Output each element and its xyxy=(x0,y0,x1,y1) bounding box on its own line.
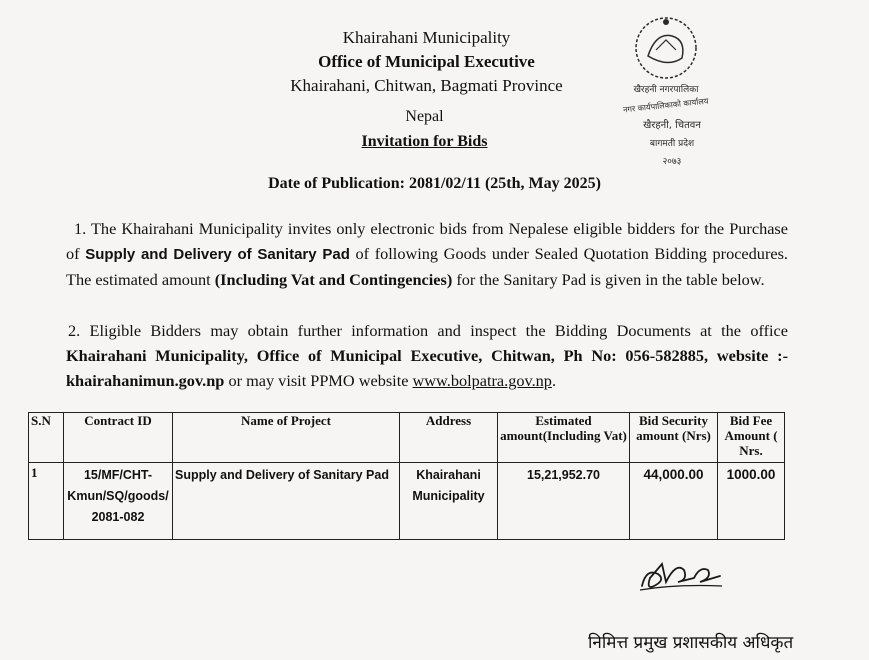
seal-text-province: बागमती प्रदेश xyxy=(649,139,695,149)
publication-date: Date of Publication: 2081/02/11 (25th, May 2025) xyxy=(268,175,601,192)
municipality-name: Khairahani Municipality xyxy=(342,28,511,47)
header-estimated: Estimated amount(Including Vat) xyxy=(498,413,630,463)
cell-estimated: 15,21,952.70 xyxy=(498,463,630,540)
header-sn: S.N xyxy=(29,413,64,463)
office-address: Khairahani, Chitwan, Bagmati Province xyxy=(290,76,563,95)
p2-text-2: or may visit PPMO website xyxy=(224,371,413,390)
p1-text-3: for the Sanitary Pad is given in the table below. xyxy=(452,270,765,289)
country-name: Nepal xyxy=(405,108,444,125)
signature xyxy=(636,556,726,596)
signatory-designation: निमित्त प्रमुख प्रशासकीय अधिकृत xyxy=(588,633,794,653)
notice-title: Invitation for Bids xyxy=(361,133,488,150)
seal-text-top: खैरहनी नगरपालिका xyxy=(633,85,699,95)
seal-text-location: खैरहनी, चितवन xyxy=(643,120,701,131)
cell-address: Khairahani Municipality xyxy=(400,463,498,540)
cell-sn: 1 xyxy=(29,463,64,540)
office-name: Office of Municipal Executive xyxy=(318,52,535,71)
table-row xyxy=(29,463,785,540)
seal-text-year: २०७३ xyxy=(662,157,682,167)
p2-office-contact: Khairahani Municipality, Office of Municipal Executive, Chitwan, Ph No: 056-582885, website :-khairahanimun.gov.np xyxy=(66,346,788,390)
seal-text-mid: नगर कार्यपालिकाको कार्यालय xyxy=(622,96,709,115)
table-header-row xyxy=(29,413,785,463)
header-project: Name of Project xyxy=(173,413,400,463)
municipal-seal xyxy=(596,10,736,170)
p2-text-3: . xyxy=(551,371,557,390)
p1-text-1: 1. The Khairahani Municipality invites only electronic bids from Nepalese eligible bidders for the Purchase of xyxy=(66,219,788,263)
cell-contract-id: 15/MF/CHT-Kmun/SQ/goods/ 2081-082 xyxy=(64,463,173,540)
p1-item-name: Supply and Delivery of Sanitary Pad xyxy=(85,246,350,263)
p2-text-1: 2. Eligible Bidders may obtain further information and inspect the Bidding Documents at the office xyxy=(68,321,788,340)
header-contract-id: Contract ID xyxy=(64,413,173,463)
cell-bid-security: 44,000.00 xyxy=(630,463,718,540)
bids-table xyxy=(28,412,785,540)
header-address: Address xyxy=(400,413,498,463)
p1-text-2: of following Goods under Sealed Quotation Bidding procedures. The estimated amount xyxy=(66,244,788,289)
cell-project: Supply and Delivery of Sanitary Pad xyxy=(173,463,400,540)
header-bid-security: Bid Security amount (Nrs) xyxy=(630,413,718,463)
paragraph-1 xyxy=(66,216,788,292)
bolpatra-link[interactable]: www.bolpatra.gov.np xyxy=(412,371,552,390)
p1-vat-note: (Including Vat and Contingencies) xyxy=(214,270,453,289)
header-bid-fee: Bid Fee Amount ( Nrs. xyxy=(718,413,785,463)
cell-bid-fee: 1000.00 xyxy=(718,463,785,540)
paragraph-2 xyxy=(66,318,788,393)
